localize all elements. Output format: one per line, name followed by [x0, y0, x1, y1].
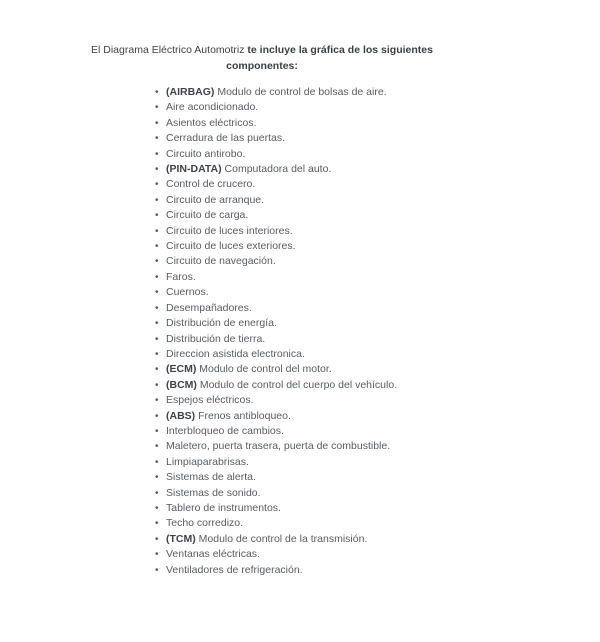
list-item-bold-prefix: (TCM): [166, 532, 196, 545]
list-item-text: Modulo de control de bolsas de aire.: [214, 86, 387, 98]
list-item-text: Distribución de tierra.: [166, 332, 266, 345]
list-item-text: Circuito de navegación.: [166, 255, 276, 268]
list-item-text: Sistemas de alerta.: [166, 471, 256, 484]
list-item: [154, 409, 600, 424]
list-item: [154, 362, 600, 377]
list-item: [154, 455, 600, 470]
list-item-text: Cerradura de las puertas.: [166, 132, 286, 145]
list-item: [154, 270, 600, 285]
page-title: [67, 42, 457, 74]
list-item: [154, 239, 600, 254]
list-item-text: Circuito de carga.: [166, 209, 249, 222]
list-item-text: Frenos antibloqueo.: [195, 409, 291, 422]
list-item-bold-prefix: (BCM): [166, 378, 197, 391]
list-item-text: Cuernos.: [166, 286, 209, 299]
list-item-text: Aire acondicionado.: [166, 101, 259, 114]
list-item: [154, 501, 600, 516]
list-item: [154, 254, 600, 269]
list-item: [154, 393, 600, 408]
list-item: [154, 378, 600, 393]
list-item: [154, 116, 600, 131]
list-item: [154, 301, 600, 316]
list-item: [154, 224, 600, 239]
list-item: [154, 516, 600, 531]
list-item-text: Modulo de control del cuerpo del vehículo.: [196, 378, 398, 391]
page-title-normal: El Diagrama Eléctrico Automotriz: [91, 44, 248, 56]
list-item: [154, 424, 600, 439]
list-item-text: Ventiladores de refrigeración.: [166, 563, 303, 576]
list-item-text: Circuito antirobo.: [166, 147, 246, 160]
list-item-text: Ventanas eléctricas.: [166, 548, 260, 561]
list-item-text: Modulo de control del motor.: [196, 363, 332, 376]
list-item-text: Desempañadores.: [166, 301, 252, 314]
list-item-bold-prefix: (ECM): [166, 363, 197, 376]
list-item-text: Control de crucero.: [166, 178, 256, 191]
list-item: [154, 208, 600, 223]
list-item: [154, 486, 600, 501]
list-item: [154, 193, 600, 208]
document-page: [0, 42, 600, 642]
list-item: [154, 85, 600, 100]
list-item-text: Techo corredizo.: [166, 517, 244, 530]
list-item-text: Circuito de luces interiores.: [166, 224, 293, 237]
list-item-text: Faros.: [166, 270, 196, 283]
list-item-text: Sistemas de sonido.: [166, 486, 261, 499]
list-item: [154, 547, 600, 562]
list-item-bold-prefix: (ABS): [166, 409, 196, 422]
list-item-text: Computadora del auto.: [221, 163, 332, 176]
list-item-text: Modulo de control de la transmisión.: [195, 532, 368, 545]
list-item-bold-prefix: (AIRBAG): [166, 86, 215, 98]
list-item: [154, 563, 600, 578]
list-item: [154, 439, 600, 454]
list-item-text: Circuito de arranque.: [166, 193, 265, 206]
list-item-text: Tablero de instrumentos.: [166, 501, 281, 514]
list-item: [154, 347, 600, 362]
list-item-text: Limpiaparabrisas.: [166, 455, 249, 468]
list-item-text: Asientos eléctricos.: [166, 116, 257, 129]
list-item: [154, 332, 600, 347]
list-item-text: Espejos eléctricos.: [166, 394, 254, 407]
page-title-bold: te incluye la gráfica de los siguientes componentes:: [226, 44, 433, 72]
list-item-text: Maletero, puerta trasera, puerta de combustible.: [166, 440, 391, 453]
component-list: [154, 85, 600, 578]
list-item: [154, 532, 600, 547]
list-item: [154, 316, 600, 331]
list-item-text: Circuito de luces exteriores.: [166, 240, 296, 253]
list-item: [154, 162, 600, 177]
list-item-bold-prefix: (PIN-DATA): [166, 163, 222, 176]
list-item-text: Distribución de energía.: [166, 317, 277, 330]
list-item: [154, 131, 600, 146]
list-item: [154, 470, 600, 485]
list-item-text: Interbloqueo de cambios.: [166, 424, 284, 437]
list-item: [154, 177, 600, 192]
list-item-text: Direccion asistida electronica.: [166, 347, 305, 360]
list-item: [154, 285, 600, 300]
list-item: [154, 147, 600, 162]
list-item: [154, 100, 600, 115]
